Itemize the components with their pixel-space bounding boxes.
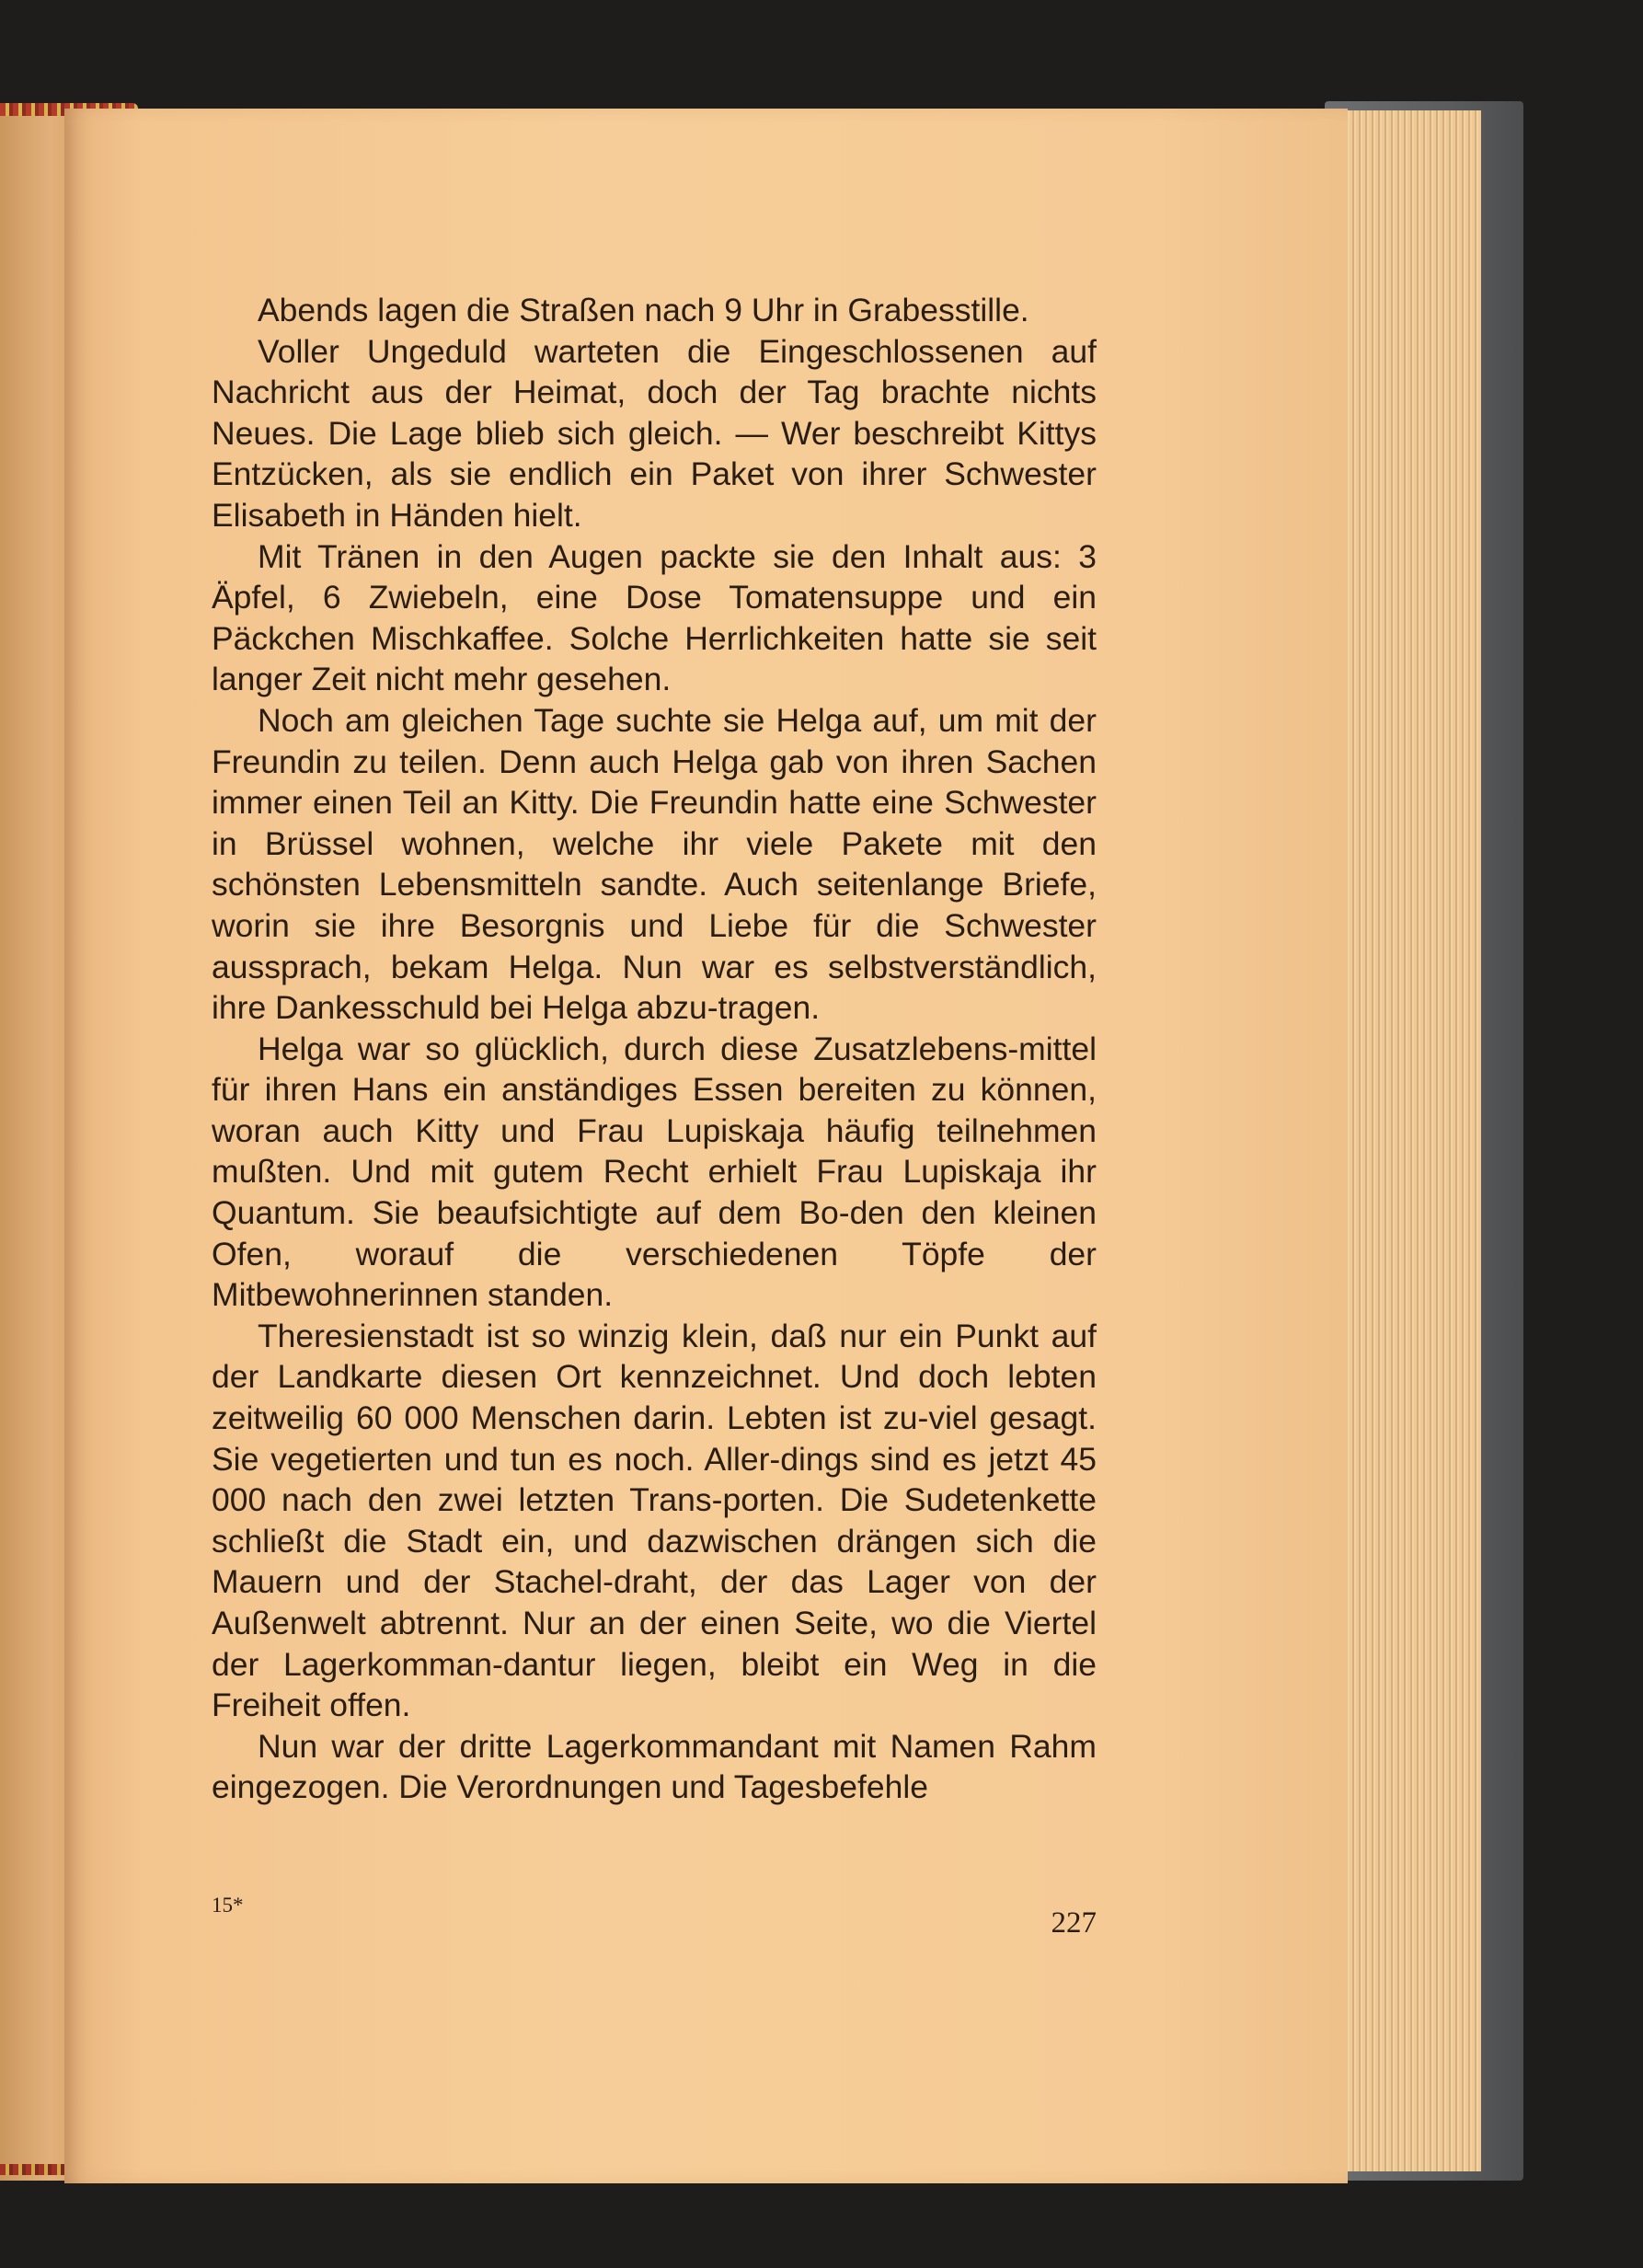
paragraph: Theresienstadt ist so winzig klein, daß nur ein Punkt auf der Landkarte diesen Ort kennzeichnet. Und doch lebten zeitweilig 60 000 Menschen darin. Lebten ist zu-viel gesagt. Sie vegetierten und tun es noch. Aller-dings sind es jetzt 45 000 nach den zwei letzten Trans-porten. Die Sudetenkette schließt die Stadt ein, und dazwischen drängen sich die Mauern und der Stachel-draht, der das Lager von der Außenwelt abtrennt. Nur an der einen Seite, wo die Viertel der Lagerkomman-dantur liegen, bleibt ein Weg in die Freiheit offen. [212, 1317, 1097, 1724]
page-number: 227 [1051, 1906, 1097, 1940]
paragraph: Helga war so glücklich, durch diese Zusatzlebens-mittel für ihren Hans ein anständiges Essen bereiten zu können, woran auch Kitty und Frau Lupiskaja häufig teilnehmen mußten. Und mit gutem Recht erhielt Frau Lupiskaja ihr Quantum. Sie beaufsichtigte auf dem Bo-den den kleinen Ofen, worauf die verschiedenen Töpfe der Mitbewohnerinnen standen. [212, 1030, 1097, 1314]
paragraph: Mit Tränen in den Augen packte sie den Inhalt aus: 3 Äpfel, 6 Zwiebeln, eine Dose Tomatensuppe und ein Päckchen Mischkaffee. Solche Herrlichkeiten hatte sie seit langer Zeit nicht mehr gesehen. [212, 537, 1097, 698]
signature-mark: 15* [212, 1894, 244, 1917]
paragraph: Voller Ungeduld warteten die Eingeschlossenen auf Nachricht aus der Heimat, doch der Tag brachte nichts Neues. Die Lage blieb sich gleich. — Wer beschreibt Kittys Entzücken, als sie endlich ein Paket von ihrer Schwester Elisabeth in Händen hielt. [212, 332, 1097, 534]
paragraph: Nun war der dritte Lagerkommandant mit Namen Rahm eingezogen. Die Verordnungen und Tagesbefehle [212, 1727, 1097, 1806]
page-body-text [212, 290, 1097, 1808]
paragraph: Abends lagen die Straßen nach 9 Uhr in Grabesstille. [258, 292, 1029, 328]
page-edges [1343, 110, 1481, 2171]
paragraph: Noch am gleichen Tage suchte sie Helga auf, um mit der Freundin zu teilen. Denn auch Helga gab von ihren Sachen immer einen Teil an Kitty. Die Freundin hatte eine Schwester in Brüssel wohnen, welche ihr viele Pakete mit den schönsten Lebensmitteln sandte. Auch seitenlange Briefe, worin sie ihre Besorgnis und Liebe für die Schwester aussprach, bekam Helga. Nun war es selbstverständlich, ihre Dankesschuld bei Helga abzu-tragen. [212, 701, 1097, 1027]
